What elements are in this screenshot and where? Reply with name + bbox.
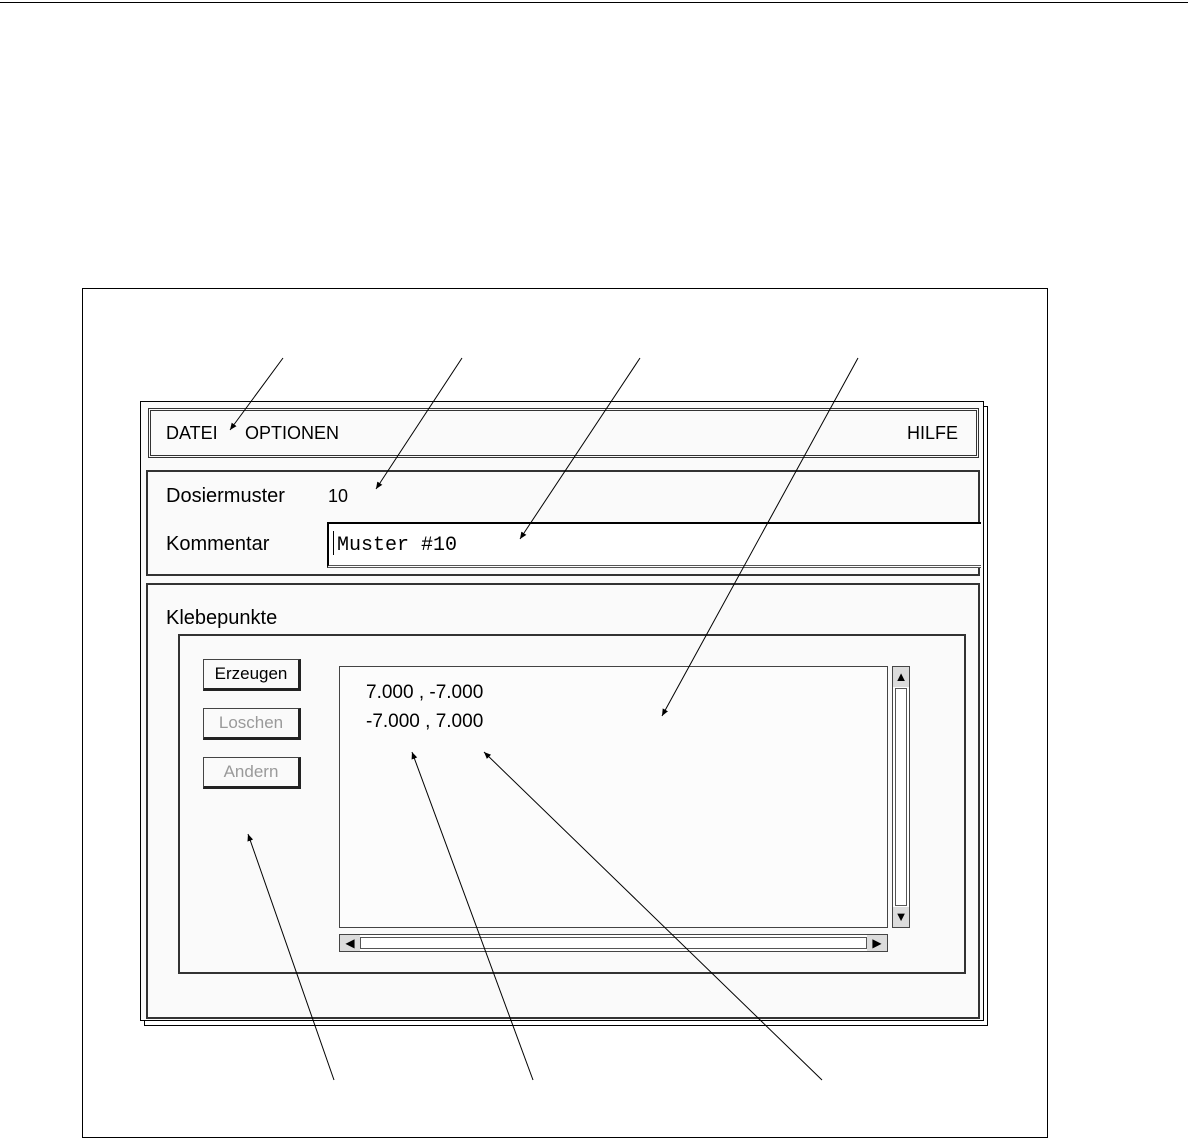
arrow-down-icon[interactable]: ▼ [893, 907, 909, 927]
menu-hilfe[interactable]: HILFE [907, 423, 959, 443]
horizontal-scroll-track[interactable] [360, 937, 867, 949]
page-top-rule [0, 2, 1188, 3]
edit-button[interactable]: Andern [203, 757, 301, 789]
klebepunkte-label: Klebepunkte [166, 607, 278, 629]
arrow-left-icon[interactable]: ◀ [340, 935, 360, 951]
create-button[interactable]: Erzeugen [203, 659, 301, 691]
delete-button[interactable]: Loschen [203, 708, 301, 740]
vertical-scroll-track[interactable] [895, 688, 907, 906]
arrow-right-icon[interactable]: ▶ [867, 935, 887, 951]
dosiermuster-label: Dosiermuster [166, 485, 285, 507]
arrow-up-icon[interactable]: ▲ [893, 667, 909, 687]
list-item[interactable]: 7.000 , -7.000 [366, 682, 484, 703]
kommentar-label: Kommentar [166, 533, 270, 555]
list-item[interactable]: -7.000 , 7.000 [366, 711, 484, 732]
text-cursor-icon [333, 531, 336, 555]
menu-datei[interactable]: DATEI [166, 423, 218, 443]
points-list[interactable] [339, 666, 888, 928]
dosiermuster-value: 10 [328, 486, 349, 506]
menu-optionen[interactable]: OPTIONEN [245, 423, 340, 443]
kommentar-input[interactable]: Muster #10 [327, 522, 981, 568]
